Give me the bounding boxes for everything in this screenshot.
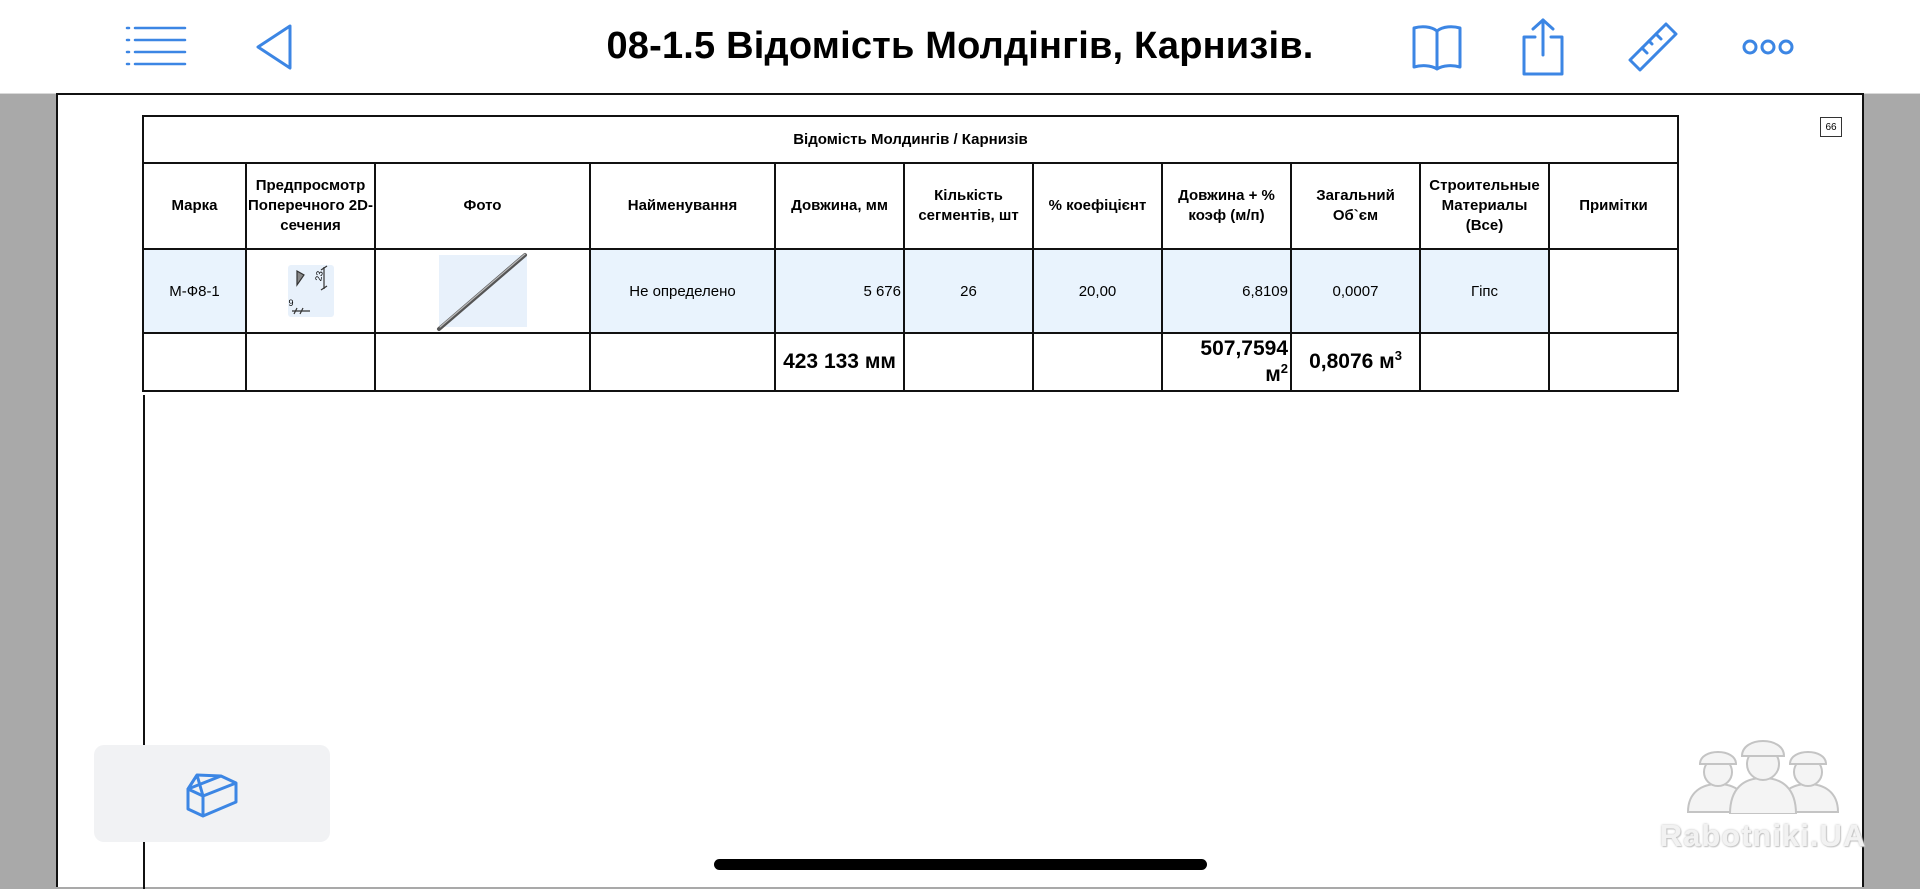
col-header-name: Найменування bbox=[590, 163, 775, 249]
watermark-text: Rabotniki.UA bbox=[1659, 818, 1867, 853]
totals-row bbox=[143, 333, 1678, 391]
total-empty-cell bbox=[1549, 333, 1678, 391]
schedule-title: Відомість Молдингів / Карнизів bbox=[143, 116, 1678, 163]
house-3d-icon bbox=[185, 769, 239, 819]
preview-dimension-b: 9 bbox=[288, 298, 294, 308]
cell-material[interactable]: Гіпс bbox=[1420, 249, 1549, 333]
more-icon[interactable] bbox=[1742, 0, 1794, 93]
table-row[interactable] bbox=[143, 249, 1678, 333]
cell-length[interactable]: 5 676 bbox=[775, 249, 904, 333]
cell-volume[interactable]: 0,0007 bbox=[1291, 249, 1420, 333]
document-title: 08-1.5 Відомість Молдінгів, Карнизів. bbox=[606, 25, 1314, 67]
col-header-mark: Марка bbox=[143, 163, 246, 249]
sheet-page-number: 66 bbox=[1820, 117, 1842, 137]
top-toolbar bbox=[0, 0, 1920, 94]
header-row bbox=[143, 163, 1678, 249]
workers-helmet-icon bbox=[1678, 734, 1848, 814]
cell-segments[interactable]: 26 bbox=[904, 249, 1033, 333]
col-header-length: Довжина, мм bbox=[775, 163, 904, 249]
total-empty-cell bbox=[1420, 333, 1549, 391]
cell-name[interactable]: Не определено bbox=[590, 249, 775, 333]
total-length: 423 133 мм bbox=[775, 333, 904, 391]
cell-preview[interactable] bbox=[246, 249, 375, 333]
col-header-notes: Примітки bbox=[1549, 163, 1678, 249]
cell-notes[interactable] bbox=[1549, 249, 1678, 333]
list-icon[interactable] bbox=[124, 0, 188, 93]
col-header-photo: Фото bbox=[375, 163, 590, 249]
total-length-coef-value: 507,7594 bbox=[1200, 337, 1288, 360]
3d-view-button[interactable] bbox=[94, 745, 330, 842]
total-volume bbox=[1291, 333, 1420, 391]
total-volume-value: 0,8076 м bbox=[1309, 350, 1395, 373]
total-empty-cell bbox=[246, 333, 375, 391]
col-header-preview: Предпросмотр Поперечного 2D-сечения bbox=[246, 163, 375, 249]
cross-section-preview bbox=[288, 265, 334, 317]
molding-photo bbox=[439, 255, 527, 327]
col-header-coef: % коефіцієнт bbox=[1033, 163, 1162, 249]
total-empty-cell bbox=[904, 333, 1033, 391]
total-volume-sup: 3 bbox=[1394, 348, 1402, 363]
total-empty-cell bbox=[590, 333, 775, 391]
share-icon[interactable] bbox=[1520, 0, 1566, 93]
ruler-icon[interactable] bbox=[1626, 0, 1680, 93]
total-empty-cell bbox=[143, 333, 246, 391]
book-icon[interactable] bbox=[1410, 0, 1464, 93]
back-icon[interactable] bbox=[252, 0, 296, 93]
total-empty-cell bbox=[1033, 333, 1162, 391]
watermark bbox=[1638, 730, 1888, 860]
col-header-material: Строительные Материалы (Все) bbox=[1420, 163, 1549, 249]
moldings-schedule-table bbox=[142, 115, 1679, 392]
cell-mark[interactable]: М-Ф8-1 bbox=[143, 249, 246, 333]
cell-photo[interactable] bbox=[375, 249, 590, 333]
total-empty-cell bbox=[375, 333, 590, 391]
total-length-coef-sup: 2 bbox=[1280, 361, 1288, 376]
total-length-coef-unit: м bbox=[1265, 363, 1281, 386]
col-header-length-coef: Довжина + % коэф (м/п) bbox=[1162, 163, 1291, 249]
col-header-volume: Загальний Об`єм bbox=[1291, 163, 1420, 249]
preview-dimension-a: 23 bbox=[312, 270, 325, 282]
cell-coef[interactable]: 20,00 bbox=[1033, 249, 1162, 333]
total-length-coef bbox=[1162, 333, 1291, 391]
cell-length-coef[interactable]: 6,8109 bbox=[1162, 249, 1291, 333]
home-indicator[interactable] bbox=[714, 859, 1207, 870]
col-header-segments: Кількість сегментів, шт bbox=[904, 163, 1033, 249]
